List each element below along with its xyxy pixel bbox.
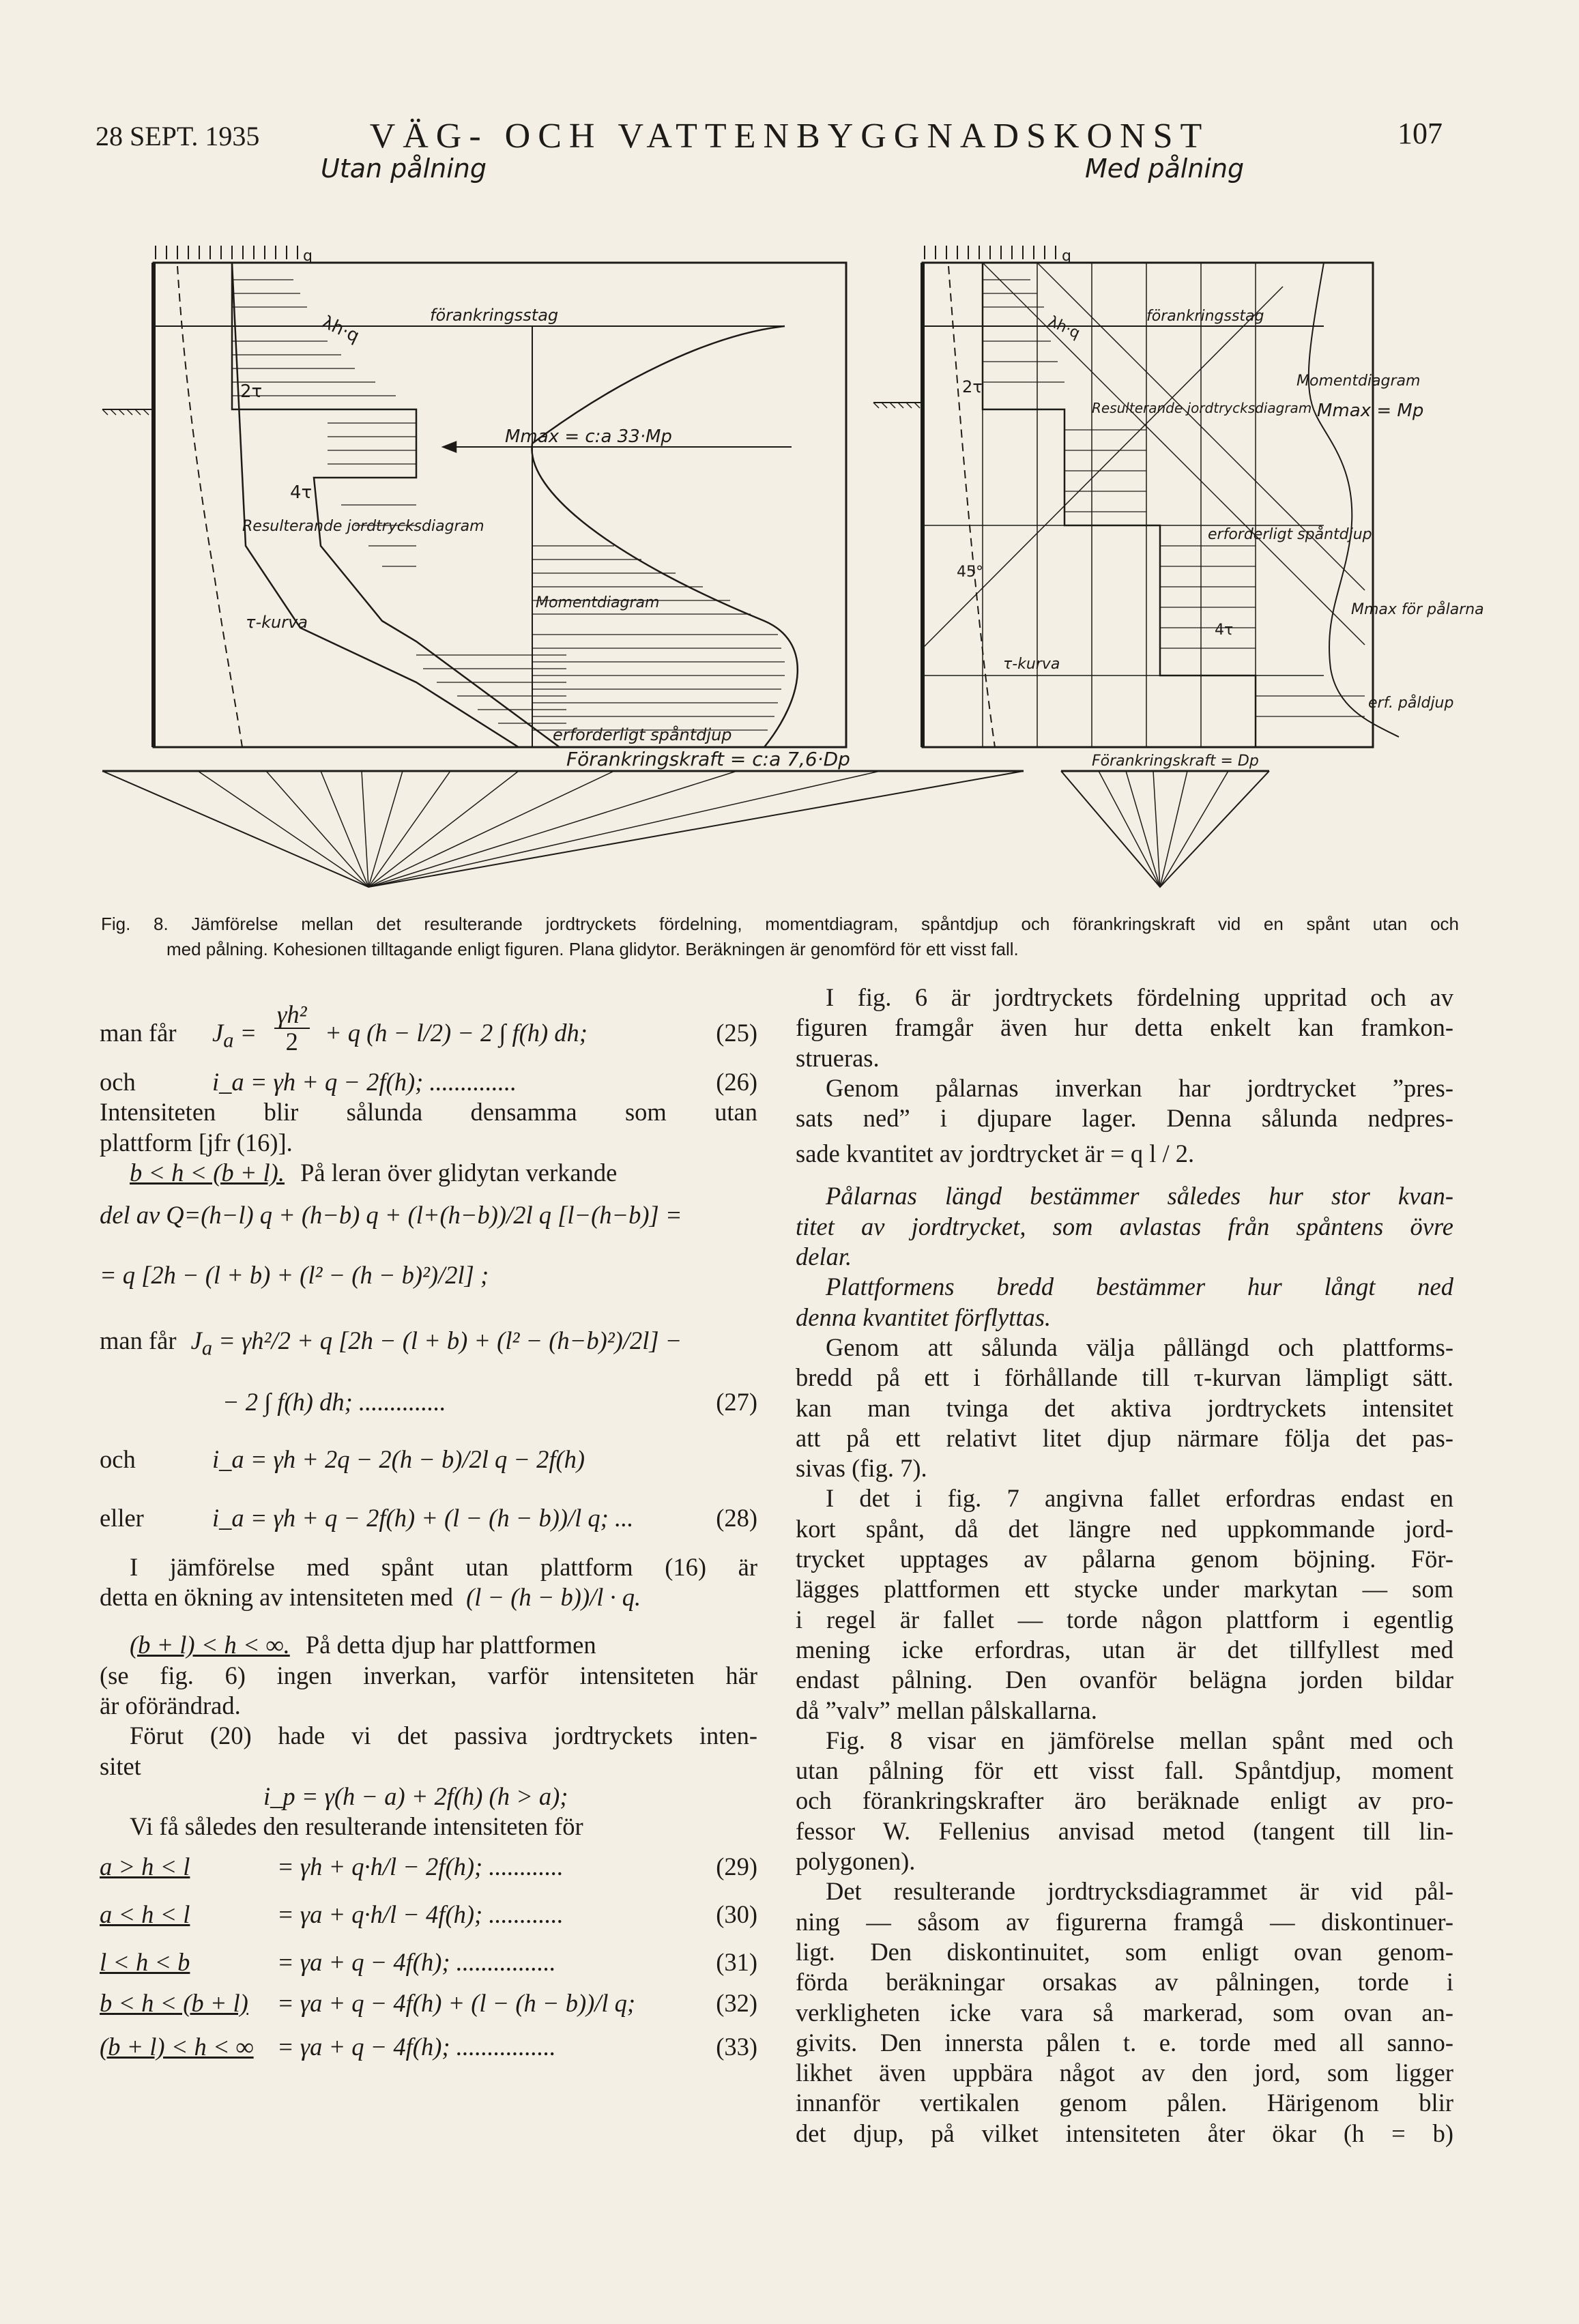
case-32 — [100, 1988, 757, 2032]
left-depth-label: erforderligt spåntdjup — [553, 725, 732, 744]
right-force-rays — [1099, 771, 1228, 887]
case-31-expr: = γa + q − 4f(h); ................ — [277, 1947, 556, 1976]
right-load-arrows — [925, 246, 1056, 259]
case-33-expr: = γa + q − 4f(h); ................ — [277, 2032, 556, 2061]
rc-line-29: Det resulterande jordtrycksdiagrammet är vid pål- — [826, 1877, 1453, 1906]
right-column — [796, 983, 1453, 2149]
left-force-rays — [198, 771, 880, 887]
eq26-prefix: och — [100, 1068, 136, 1096]
left-result-diagram-label: Resulterande jordtrycksdiagram — [242, 518, 484, 535]
case-33 — [100, 2032, 757, 2062]
right-lambda-label: λh·q — [1045, 313, 1083, 343]
figure-8 — [96, 154, 1484, 901]
rc-line-20: i regel är fallet — torde någon plattform i egentlig — [796, 1605, 1453, 1633]
p3-cond: (b + l) < h < ∞. — [130, 1631, 290, 1659]
rc-line-10: denna kvantitet förflyttas. — [796, 1303, 1052, 1331]
right-pile-depth-label: erf. påldjup — [1368, 695, 1454, 712]
rc-line-30: ning — såsom av figurerna framgå — diskontinuer- — [796, 1907, 1453, 1936]
case-29-expr: = γh + q·h/l − 2f(h); ............ — [277, 1852, 564, 1880]
left-4tau-label: 4τ — [290, 482, 313, 503]
p3-text: På detta djup har plattformen — [305, 1631, 596, 1659]
case-29-number: (29) — [716, 1852, 757, 1880]
rc-line-24: Fig. 8 visar en jämförelse mellan spånt med och — [826, 1726, 1453, 1754]
case-30 — [100, 1900, 757, 1947]
rc-line-35: likhet även uppbära något av den jord, som ligger — [796, 2059, 1453, 2087]
p2-line2 — [100, 1582, 757, 1630]
rc-line-25: utan pålning för ett visst fall. Spåntdjup, moment — [796, 1756, 1453, 1785]
eq26-number: (26) — [716, 1068, 757, 1096]
left-lambda-label: λh·q — [319, 312, 363, 347]
left-tau-curve-label: τ-kurva — [246, 613, 308, 632]
case-30-expr: = γa + q·h/l − 4f(h); ............ — [277, 1900, 564, 1928]
p2-text: detta en ökning av intensiteten med — [100, 1583, 453, 1612]
right-moment-label: Momentdiagram — [1296, 373, 1421, 390]
rc-line-32: förda beräkningar orsakas av pålningen, torde i — [796, 1968, 1453, 1996]
rc-line-26: och förankringskrafter äro beräknade enligt av pro- — [796, 1786, 1453, 1815]
case-32-number: (32) — [716, 1988, 757, 2017]
eq27-number: (27) — [716, 1388, 757, 1417]
rc-line-6: Pålarnas längd bestämmer således hur stor kvan- — [826, 1182, 1453, 1210]
rc-line-1: figuren framgår även hur detta enkelt kan framkon- — [796, 1013, 1453, 1042]
rc-line-22: endast pålning. Den ovanför belägna jorden bildar — [796, 1666, 1453, 1694]
rc-line-21: mening icke erfordras, utan är det tillfyllest med — [796, 1635, 1453, 1664]
case-30-cond: a < h < l — [100, 1900, 190, 1928]
eq25-number: (25) — [716, 1019, 757, 1047]
left-moment-label: Momentdiagram — [536, 594, 660, 611]
case-32-expr: = γa + q − 4f(h) + (l − (h − b))/l q; — [277, 1988, 636, 2017]
rc-line-19: lägges plattformen ett stycke under markytan — som — [796, 1575, 1453, 1603]
equation-27-line1 — [100, 1315, 757, 1380]
cond1: b < h < (b + l). — [130, 1158, 285, 1187]
right-q-label: q — [1062, 248, 1071, 265]
rc-line-2: strueras. — [796, 1043, 880, 1072]
p2-fraction: (l − (h − b))/l · q. — [466, 1583, 641, 1612]
ip-equation: i_p = γ(h − a) + 2f(h) (h > a); — [263, 1782, 568, 1810]
case-32-cond: b < h < (b + l) — [100, 1988, 248, 2017]
eq25-mid: + q (h − l/2) − 2 ∫ f(h) dh; — [325, 1019, 588, 1047]
rc-line-16: I det i fig. 7 angivna fallet erfordras endast en — [826, 1484, 1453, 1513]
left-column — [100, 983, 757, 2062]
equation-27-line2 — [100, 1380, 757, 1435]
rc-line-23: då ”valv” mellan pålskallarna. — [796, 1696, 1097, 1724]
p1-line2: plattform [jfr (16)]. — [100, 1128, 293, 1157]
p3-line1 — [100, 1630, 757, 1660]
figure-caption — [101, 912, 1459, 962]
left-pressure-hatch — [232, 280, 566, 723]
eq25-prefix: man får — [100, 1019, 177, 1047]
eq27-tail: − 2 ∫ f(h) dh; .............. — [222, 1388, 446, 1417]
rc-line-27: fessor W. Fellenius anvisad metod (tangent till lin- — [796, 1816, 1453, 1845]
rc-line-31: ligt. Den diskontinuitet, som enligt ovan genom- — [796, 1937, 1453, 1966]
p2-line1: I jämförelse med spånt utan plattform (16) är — [130, 1553, 757, 1582]
rc-line-11: Genom att sålunda välja pållängd och plattforms- — [826, 1333, 1453, 1361]
right-mmax-label: Mmax = Mp — [1317, 401, 1424, 421]
eq28-number: (28) — [716, 1504, 757, 1533]
rc-line-37: det djup, på vilket intensiteten åter ökar (h = b) — [796, 2119, 1453, 2147]
case-33-cond: (b + l) < h < ∞ — [100, 2032, 254, 2061]
right-diagonals — [923, 263, 1365, 648]
case-29 — [100, 1852, 757, 1900]
p1-line1: Intensiteten blir sålunda densamma som utan — [100, 1098, 757, 1127]
case-33-number: (33) — [716, 2032, 757, 2061]
caption-line-2: med pålning. Kohesionen tilltagande enligt figuren. Plana glidytor. Beräkningen är genomförd för ett visst fall. — [166, 939, 1019, 959]
right-diagram — [873, 246, 1484, 887]
left-anchor-force-label: Förankringskraft = c:a 7,6·Dp — [566, 748, 850, 770]
rc-line-5: sade kvantitet av jordtrycket är = q l / 2. — [796, 1139, 1195, 1168]
p3-line3: är oförändrad. — [100, 1691, 241, 1720]
cond1-text: På leran över glidytan verkande — [300, 1158, 618, 1187]
ia-line-1 — [100, 1435, 757, 1494]
right-anchor-force-label: Förankringskraft = Dp — [1092, 753, 1259, 770]
rc-line-0: I fig. 6 är jordtryckets fördelning uppritad och av — [826, 983, 1453, 1011]
page-number: 107 — [1397, 117, 1443, 150]
left-2tau-label: 2τ — [240, 381, 263, 402]
eq27-prefix: man får — [100, 1326, 177, 1355]
rc-line-34: givits. Den innersta pålen t. e. torde med all sanno- — [796, 2028, 1453, 2057]
left-moment-hatch — [532, 546, 785, 730]
p4-line1: Förut (20) hade vi det passiva jordtryckets inten- — [130, 1722, 757, 1750]
rc-line-28: polygonen). — [796, 1847, 916, 1876]
rc-line-14: att på ett relativt litet djup närmare följa det pas- — [796, 1423, 1453, 1452]
right-pressure-hatch — [983, 280, 1365, 716]
caption-line-1: Fig. 8. Jämförelse mellan det resulterande jordtryckets fördelning, momentdiagram, spåntdjup och förankringskraft vid en spånt utan och — [101, 914, 1459, 934]
equation-26 — [100, 1067, 757, 1097]
cond-line — [100, 1158, 757, 1188]
rc-line-12: bredd på ett i förhållande till τ-kurvan lämpligt sätt. — [796, 1363, 1453, 1392]
rc-line-4: sats ned” i djupare lager. Denna sålunda nedpres- — [796, 1104, 1453, 1133]
right-figure-title: Med pålning — [1085, 154, 1245, 184]
left-anchor-label: förankringsstag — [430, 306, 559, 325]
p3-line2: (se fig. 6) ingen inverkan, varför intensiteten här — [100, 1661, 757, 1689]
right-anchor-label: förankringsstag — [1146, 308, 1264, 325]
eq27-body: $J_a = \gamma h^2/2 + q$ [2h − (l + b) + (l² − (h−b)²)/2l] − — [190, 1326, 682, 1360]
right-result-diagram-label: Resulterande jordtrycksdiagram — [1092, 400, 1312, 416]
right-angle-label: 45° — [957, 564, 983, 581]
eq26-body: i_a = γh + q − 2f(h); .............. — [212, 1068, 517, 1096]
ia-line-2 — [100, 1494, 757, 1552]
issue-date: 28 SEPT. 1935 — [96, 121, 260, 151]
left-load-arrows — [156, 246, 298, 259]
ia-eq1: i_a = γh + 2q − 2(h − b)/2l q − 2f(h) — [212, 1445, 585, 1474]
case-29-cond: a > h < l — [100, 1852, 190, 1880]
eq25-frac: $\frac{\text{γh²}}{2}$ — [274, 1002, 310, 1055]
right-tau-curve-label: τ-kurva — [1003, 656, 1060, 673]
p4-line2: sitet — [100, 1752, 141, 1780]
ia-eq2: i_a = γh + q − 2f(h) + (l − (h − b))/l q; ... — [212, 1504, 634, 1533]
right-pile-moment-label: Mmax för pålarna — [1351, 601, 1484, 618]
eq25-lhs: $J_a$ = — [212, 1019, 257, 1052]
rc-line-18: trycket upptages av pålarna genom böjning. För- — [796, 1545, 1453, 1573]
och-label: och — [100, 1445, 136, 1474]
rc-line-17: kort spånt, då det längre ned uppkommande jord- — [796, 1514, 1453, 1543]
right-2tau-label: 2τ — [962, 377, 983, 396]
p5-line1: Vi få således den resulterande intensiteten för — [130, 1812, 583, 1841]
left-mmax-label: Mmax = c:a 33·Mp — [505, 426, 672, 447]
case-31-number: (31) — [716, 1947, 757, 1976]
eq-continued: = q [2h − (l + b) + (l² − (h − b)²)/2l] ; — [100, 1261, 489, 1290]
left-figure-title: Utan pålning — [321, 154, 487, 184]
right-depth-label: erforderligt spåntdjup — [1208, 526, 1372, 543]
right-4tau-label: 4τ — [1215, 622, 1234, 639]
rc-line-3: Genom pålarnas inverkan har jordtrycket ”pres- — [826, 1073, 1453, 1102]
rc-line-33: verkligheten icke vara så markerad, som ovan an- — [796, 1998, 1453, 2027]
rc-line-7: titet av jordtrycket, som avlastas från spåntens övre — [796, 1212, 1453, 1240]
eller-label: eller — [100, 1504, 144, 1533]
cases-list — [100, 1852, 757, 2062]
left-q-label: q — [303, 248, 313, 265]
rc-line-15: sivas (fig. 7). — [796, 1454, 927, 1483]
case-31-cond: l < h < b — [100, 1947, 190, 1976]
rc-line-36: innanför vertikalen genom pålen. Härigenom blir — [796, 2089, 1453, 2117]
left-diagram — [102, 246, 1024, 887]
rc-line-9: Plattformens bredd bestämmer hur långt ned — [826, 1273, 1453, 1301]
equation-25 — [100, 999, 757, 1067]
del-av-line: del av Q=(h−l) q + (h−b) q + (l+(h−b))/2l q [l−(h−b)] = — [100, 1201, 682, 1230]
figure-drawing — [96, 154, 1484, 901]
journal-title: VÄG- OCH VATTENBYGGNADSKONST — [369, 117, 1210, 156]
case-31 — [100, 1947, 757, 1988]
rc-line-8: delar. — [796, 1243, 852, 1271]
case-30-number: (30) — [716, 1900, 757, 1928]
rc-line-13: kan man tvinga det aktiva jordtryckets intensitet — [796, 1393, 1453, 1422]
page-header — [0, 116, 1579, 171]
